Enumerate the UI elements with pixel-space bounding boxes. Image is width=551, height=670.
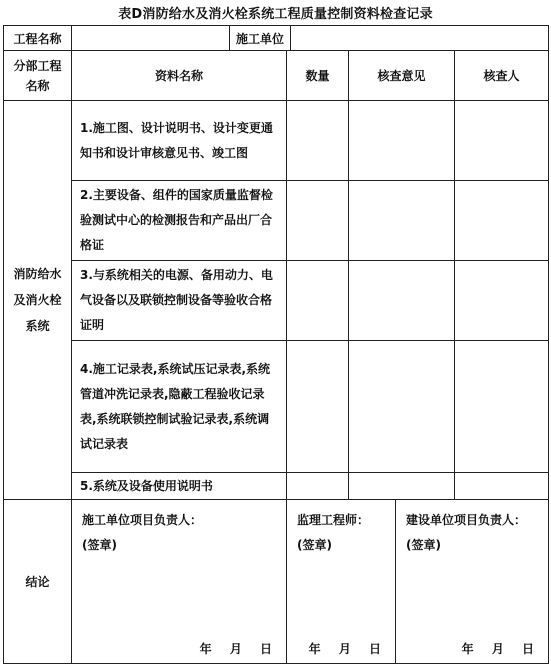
opinion-cell[interactable] <box>349 181 455 261</box>
quantity-cell[interactable] <box>287 341 349 473</box>
opinion-header: 核查意见 <box>349 51 455 101</box>
supervisor-label: 监理工程师： <box>297 513 370 527</box>
inspector-cell[interactable] <box>455 261 549 341</box>
builder-signature-block[interactable] <box>396 500 549 664</box>
document-item: 3.与系统相关的电源、备用动力、电气设备以及联锁控制设备等验收合格证明 <box>72 261 287 341</box>
inspector-cell[interactable] <box>455 341 549 473</box>
opinion-cell[interactable] <box>349 473 455 500</box>
seal-label: (签章) <box>82 538 117 552</box>
opinion-cell[interactable] <box>349 341 455 473</box>
construction-signature-block[interactable] <box>72 500 287 664</box>
supervisor-signature-block[interactable] <box>287 500 396 664</box>
inspector-cell[interactable] <box>455 181 549 261</box>
construction-unit-label: 施工单位 <box>230 26 291 51</box>
inspector-cell[interactable] <box>455 101 549 181</box>
quantity-cell[interactable] <box>287 181 349 261</box>
opinion-cell[interactable] <box>349 261 455 341</box>
inspector-header: 核查人 <box>455 51 549 101</box>
subsection-header: 分部工程名称 <box>4 51 72 101</box>
page-title: 表D消防给水及消火栓系统工程质量控制资料检查记录 <box>118 7 433 22</box>
project-name-value[interactable] <box>72 26 230 51</box>
opinion-cell[interactable] <box>349 101 455 181</box>
quantity-cell[interactable] <box>287 101 349 181</box>
document-item: 4.施工记录表,系统试压记录表,系统管道冲洗记录表,隐蔽工程验收记录表,系统联锁控制试验记录表,系统调试记录表 <box>72 341 287 473</box>
document-name-header: 资料名称 <box>72 51 287 101</box>
seal-label: (签章) <box>406 538 441 552</box>
subsection-name: 消防给水及消火栓系统 <box>4 101 72 500</box>
construction-head-label: 施工单位项目负责人： <box>82 513 203 527</box>
document-item: 1.施工图、设计说明书、设计变更通知书和设计审核意见书、竣工图 <box>72 101 287 181</box>
seal-label: (签章) <box>297 538 332 552</box>
builder-head-label: 建设单位项目负责人： <box>406 513 527 527</box>
date-label: 年 月 日 <box>199 642 272 656</box>
document-item: 5.系统及设备使用说明书 <box>72 473 287 500</box>
construction-unit-value[interactable] <box>291 26 549 51</box>
quantity-cell[interactable] <box>287 261 349 341</box>
document-item: 2.主要设备、组件的国家质量监督检验测试中心的检测报告和产品出厂合格证 <box>72 181 287 261</box>
inspection-record-table <box>3 25 549 664</box>
quantity-header: 数量 <box>287 51 349 101</box>
inspector-cell[interactable] <box>455 473 549 500</box>
conclusion-label: 结论 <box>4 500 72 664</box>
project-name-label: 工程名称 <box>4 26 72 51</box>
quantity-cell[interactable] <box>287 473 349 500</box>
date-label: 年 月 日 <box>308 642 382 656</box>
date-label: 年 月 日 <box>461 642 535 656</box>
